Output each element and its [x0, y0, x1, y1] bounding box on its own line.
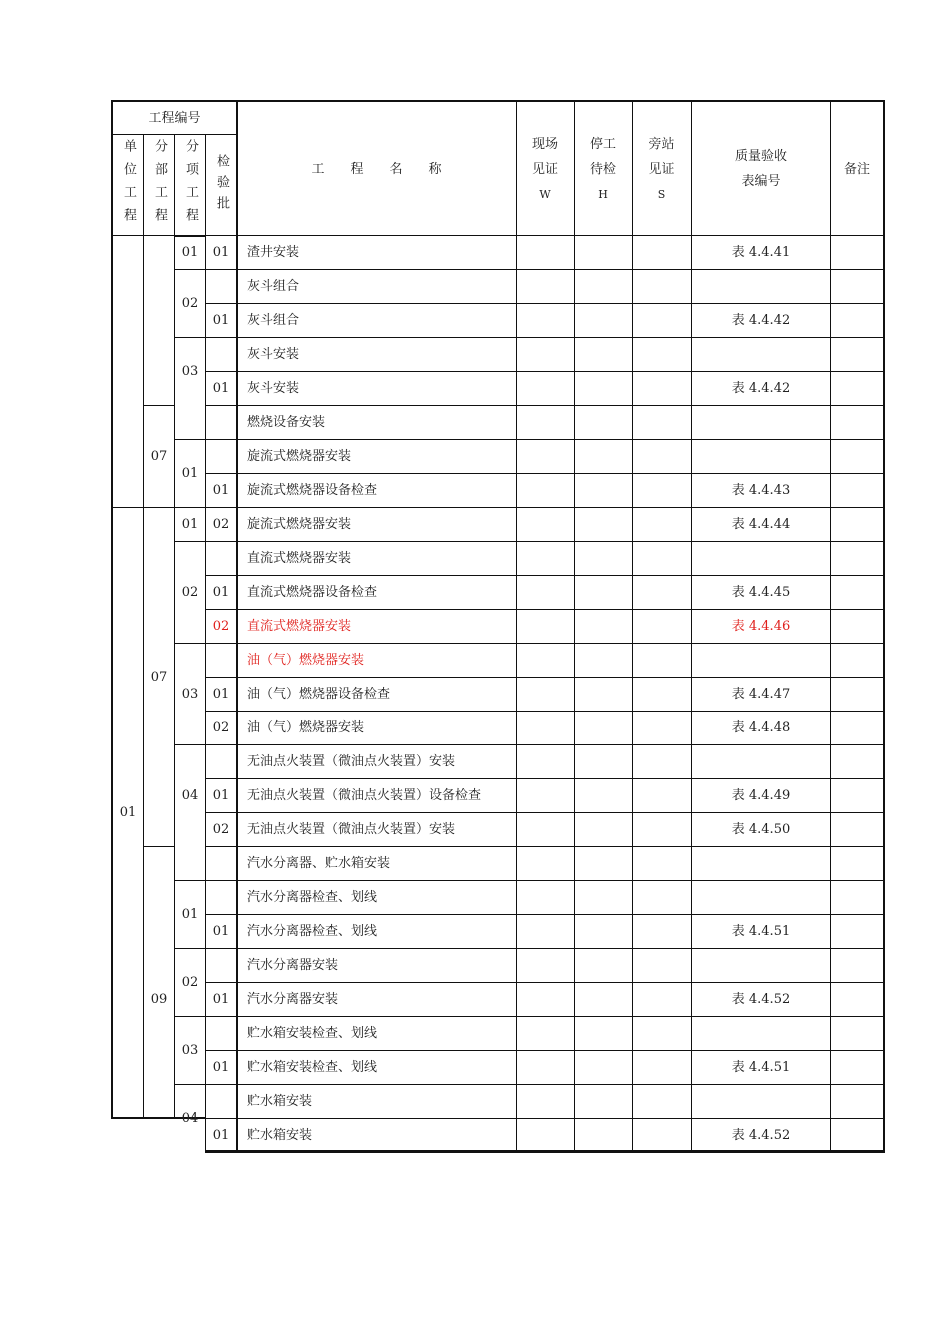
batch-cell: 01: [212, 1127, 230, 1143]
division-code: 09: [150, 991, 168, 1007]
subitem-group-line: [174, 1016, 205, 1017]
header-remark: 备注: [843, 161, 870, 177]
batch-cell: [206, 643, 236, 677]
batch-cell: [206, 406, 236, 440]
name-cell: 汽水分离器检查、划线: [247, 890, 378, 906]
subitem-code: 01: [181, 466, 199, 481]
name-cell: 无油点火装置（微油点火装置）安装: [247, 754, 456, 770]
batch-cell: [206, 1016, 236, 1050]
name-cell: 贮水箱安装: [247, 1127, 313, 1143]
line-v-side: [632, 100, 633, 1152]
form-cell: [692, 1016, 830, 1050]
batch-cell: 01: [212, 924, 230, 940]
name-cell: 灰斗组合: [247, 313, 300, 329]
header-form-no-2: 表编号: [741, 174, 781, 189]
form-cell: 表 4.4.41: [731, 245, 791, 261]
header-hold-h-2: 待检: [589, 161, 616, 177]
form-cell: 表 4.4.42: [731, 313, 791, 329]
header-witness-w-1: 现场: [531, 136, 558, 152]
form-cell: 表 4.4.48: [731, 720, 791, 736]
form-cell: [692, 406, 830, 440]
form-cell: 表 4.4.47: [731, 686, 791, 702]
header-witness-w: [516, 102, 574, 236]
batch-cell: 01: [212, 584, 230, 600]
form-cell: 表 4.4.50: [731, 822, 791, 838]
batch-cell: [206, 881, 236, 915]
name-cell: 燃烧设备安装: [247, 415, 326, 431]
subitem-group-line: [174, 541, 205, 542]
form-cell: [692, 1084, 830, 1118]
header-division: 分部工程: [152, 139, 167, 231]
batch-cell: 01: [212, 482, 230, 498]
form-cell: 表 4.4.46: [731, 618, 791, 634]
name-cell: 渣井安装: [247, 245, 300, 261]
header-hold-h-3: H: [598, 187, 608, 201]
name-cell: 油（气）燃烧器安装: [247, 720, 365, 736]
name-cell: 旋流式燃烧器安装: [247, 449, 352, 465]
header-side-s-2: 见证: [648, 161, 675, 177]
line-top: [111, 100, 885, 102]
name-cell: 贮水箱安装检查、划线: [247, 1025, 378, 1041]
form-cell: 表 4.4.51: [731, 1059, 791, 1075]
form-cell: 表 4.4.45: [731, 584, 791, 600]
batch-cell: [206, 1084, 236, 1118]
subitem-group-line: [174, 744, 205, 745]
subitem-group-line: [174, 1084, 205, 1085]
subitem-code: 01: [181, 245, 199, 261]
header-side-s: [632, 102, 691, 236]
unit-code: 01: [119, 805, 137, 821]
batch-cell: 01: [212, 1059, 230, 1075]
name-cell: 汽水分离器安装: [247, 991, 339, 1007]
subitem-code: 02: [181, 974, 199, 990]
subitem-code: 02: [181, 584, 199, 600]
form-cell: [692, 745, 830, 779]
form-cell: [692, 440, 830, 474]
form-cell: 表 4.4.44: [731, 516, 791, 532]
batch-cell: [206, 440, 236, 474]
line-v-remark: [830, 100, 831, 1152]
header-side-s-3: S: [657, 187, 666, 201]
name-cell: 灰斗组合: [247, 279, 300, 295]
name-cell: 直流式燃烧器安装: [247, 618, 352, 634]
name-cell: 油（气）燃烧器安装: [247, 652, 365, 668]
division-code: 07: [150, 669, 168, 685]
header-form-no: [691, 102, 831, 236]
division-group-line: [143, 507, 174, 508]
subitem-group-line: [174, 439, 205, 440]
name-cell: 无油点火装置（微油点火装置）设备检查: [247, 788, 482, 804]
name-cell: 无油点火装置（微油点火装置）安装: [247, 822, 456, 838]
form-cell: 表 4.4.52: [731, 1127, 791, 1143]
batch-cell: 01: [212, 313, 230, 329]
name-cell: 汽水分离器、贮水箱安装: [247, 856, 391, 872]
subitem-code: 04: [181, 1110, 199, 1126]
name-cell: 汽水分离器安装: [247, 957, 339, 973]
line-v-hold: [574, 100, 575, 1152]
name-cell: 贮水箱安装: [247, 1093, 313, 1109]
header-form-no-1: 质量验收: [734, 149, 787, 164]
form-cell: 表 4.4.51: [731, 924, 791, 940]
batch-cell: 01: [212, 991, 230, 1007]
subitem-group-line: [174, 507, 205, 508]
batch-cell: [206, 745, 236, 779]
batch-cell: [206, 541, 236, 575]
form-cell: [692, 270, 830, 304]
form-cell: [692, 949, 830, 983]
subitem-code: 03: [181, 686, 199, 702]
name-cell: 直流式燃烧器安装: [247, 550, 352, 566]
batch-cell: 02: [212, 618, 230, 634]
batch-cell: 02: [212, 720, 230, 736]
name-cell: 直流式燃烧器设备检查: [247, 584, 378, 600]
header-project-code: 工程编号: [148, 110, 201, 126]
header-subitem: 分项工程: [183, 139, 198, 231]
form-cell: [692, 541, 830, 575]
header-batch: 检验批: [214, 153, 229, 217]
name-cell: 贮水箱安装检查、划线: [247, 1059, 378, 1075]
subitem-code: 01: [181, 516, 199, 532]
header-name: 工 程 名 称: [311, 161, 442, 177]
subitem-group-line: [174, 643, 205, 644]
division-code: 07: [150, 449, 168, 465]
line-v-right: [883, 100, 885, 1152]
unit-group-line: [112, 507, 143, 508]
name-cell: 油（气）燃烧器设备检查: [247, 686, 391, 702]
subitem-group-line: [174, 948, 205, 949]
subitem-group-line: [174, 269, 205, 270]
form-cell: 表 4.4.52: [731, 991, 791, 1007]
batch-cell: 01: [212, 245, 230, 261]
batch-cell: [206, 847, 236, 881]
batch-cell: [206, 949, 236, 983]
name-cell: 旋流式燃烧器设备检查: [247, 482, 378, 498]
batch-cell: [206, 338, 236, 372]
division-group-line: [143, 405, 174, 406]
name-cell: 旋流式燃烧器安装: [247, 516, 352, 532]
header-witness-w-3: W: [539, 187, 551, 201]
batch-cell: 02: [212, 822, 230, 838]
form-cell: [692, 847, 830, 881]
line-v-witness: [516, 100, 517, 1152]
batch-cell: [206, 270, 236, 304]
form-cell: 表 4.4.43: [731, 482, 791, 498]
subitem-code: 03: [181, 364, 199, 380]
header-hold-h: [574, 102, 632, 236]
subitem-code: 01: [181, 907, 199, 923]
subitem-code: 02: [181, 296, 199, 312]
header-unit: 单位工程: [121, 139, 136, 231]
batch-cell: 01: [212, 788, 230, 804]
header-hold-h-1: 停工: [589, 136, 616, 152]
name-cell: 灰斗安装: [247, 347, 300, 363]
header-witness-w-2: 见证: [531, 161, 558, 177]
batch-cell: 01: [212, 686, 230, 702]
subitem-group-line: [174, 236, 205, 237]
subitem-code: 03: [181, 1042, 199, 1058]
subitem-code: 04: [181, 788, 199, 804]
form-cell: 表 4.4.42: [731, 381, 791, 397]
subitem-group-line: [174, 337, 205, 338]
form-cell: [692, 643, 830, 677]
name-cell: 灰斗安装: [247, 381, 300, 397]
batch-cell: 02: [212, 516, 230, 532]
subitem-group-line: [174, 880, 205, 881]
header-side-s-1: 旁站: [648, 136, 675, 152]
name-cell: 汽水分离器检查、划线: [247, 924, 378, 940]
batch-cell: 01: [212, 381, 230, 397]
form-cell: 表 4.4.49: [731, 788, 791, 804]
form-cell: [692, 881, 830, 915]
form-cell: [692, 338, 830, 372]
division-group-line: [143, 846, 174, 847]
